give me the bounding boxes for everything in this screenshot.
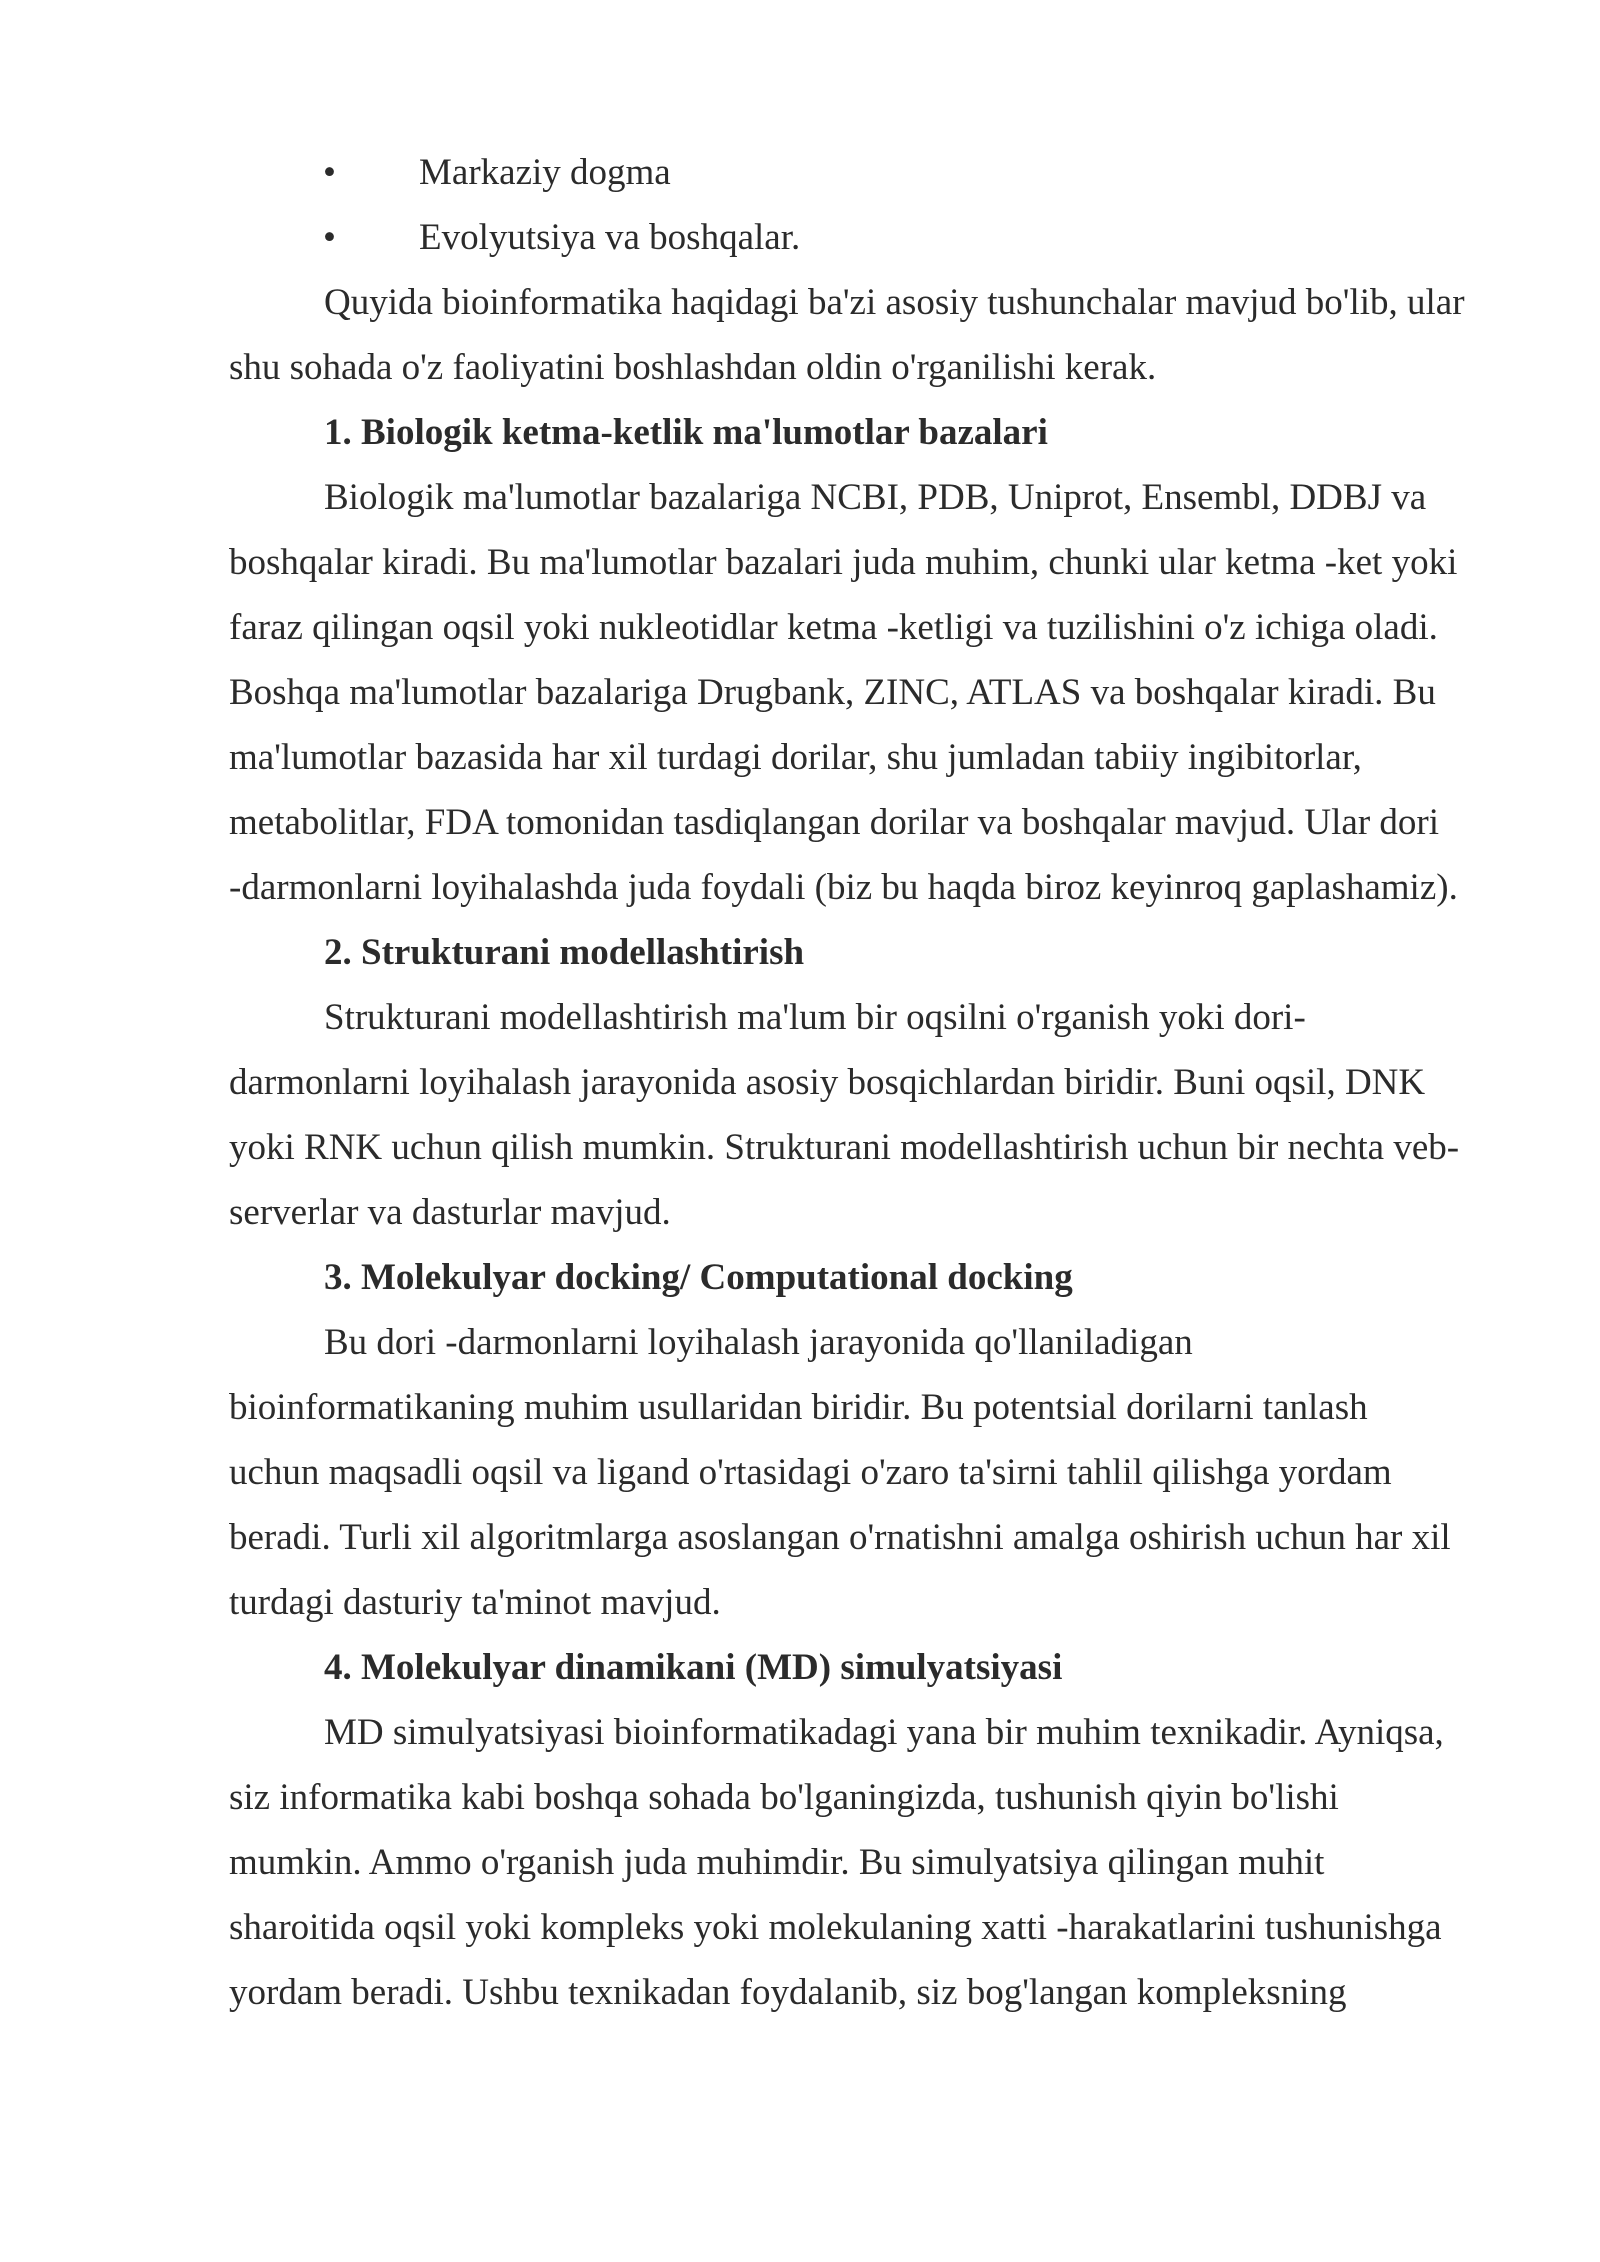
section-heading: 2. Strukturani modellashtirish [324, 932, 805, 973]
paragraph-line: ma'lumotlar bazasida har xil turdagi dorilar, shu jumladan tabiiy ingibitorlar, [229, 737, 1362, 778]
paragraph-line: yoki RNK uchun qilish mumkin. Strukturani modellashtirish uchun bir nechta veb- [229, 1127, 1460, 1168]
intro-line: Quyida bioinformatika haqidagi ba'zi asosiy tushunchalar mavjud bo'lib, ular [324, 282, 1465, 323]
bullet-item [229, 205, 1489, 270]
paragraph-line: boshqalar kiradi. Bu ma'lumotlar bazalari juda muhim, chunki ular ketma -ket yoki [229, 542, 1458, 583]
paragraph-line: bioinformatikaning muhim usullaridan biridir. Bu potentsial dorilarni tanlash [229, 1387, 1368, 1428]
paragraph-line: Bu dori -darmonlarni loyihalash jarayonida qo'llaniladigan [324, 1322, 1193, 1363]
section-heading: 1. Biologik ketma-ketlik ma'lumotlar bazalari [324, 412, 1048, 453]
section-heading: 4. Molekulyar dinamikani (MD) simulyatsiyasi [324, 1647, 1063, 1688]
bullet-text: Markaziy dogma [419, 152, 671, 193]
bullet-marker: • [323, 217, 336, 258]
paragraph-line: siz informatika kabi boshqa sohada bo'lganingizda, tushunish qiyin bo'lishi [229, 1777, 1339, 1818]
paragraph-line: Strukturani modellashtirish ma'lum bir oqsilni o'rganish yoki dori- [324, 997, 1306, 1038]
paragraph-line: Boshqa ma'lumotlar bazalariga Drugbank, ZINC, ATLAS va boshqalar kiradi. Bu [229, 672, 1436, 713]
intro-line: shu sohada o'z faoliyatini boshlashdan oldin o'rganilishi kerak. [229, 347, 1157, 388]
paragraph-line: faraz qilingan oqsil yoki nukleotidlar ketma -ketligi va tuzilishini o'z ichiga oladi. [229, 607, 1438, 648]
document-page [229, 140, 1489, 2025]
paragraph-line: turdagi dasturiy ta'minot mavjud. [229, 1582, 721, 1623]
paragraph-line: darmonlarni loyihalash jarayonida asosiy bosqichlardan biridir. Buni oqsil, DNK [229, 1062, 1426, 1103]
paragraph-line: metabolitlar, FDA tomonidan tasdiqlangan dorilar va boshqalar mavjud. Ular dori [229, 802, 1439, 843]
paragraph-line: sharoitida oqsil yoki kompleks yoki molekulaning xatti -harakatlarini tushunishga [229, 1907, 1442, 1948]
bullet-text: Evolyutsiya va boshqalar. [419, 217, 801, 258]
bullet-item [229, 140, 1489, 205]
bullet-marker: • [323, 152, 336, 193]
paragraph-line: mumkin. Ammo o'rganish juda muhimdir. Bu simulyatsiya qilingan muhit [229, 1842, 1325, 1883]
paragraph-line: serverlar va dasturlar mavjud. [229, 1192, 671, 1233]
paragraph-line: yordam beradi. Ushbu texnikadan foydalanib, siz bog'langan kompleksning [229, 1972, 1347, 2013]
paragraph-line: beradi. Turli xil algoritmlarga asoslangan o'rnatishni amalga oshirish uchun har xil [229, 1517, 1451, 1558]
paragraph-line: Biologik ma'lumotlar bazalariga NCBI, PDB, Uniprot, Ensembl, DDBJ va [324, 477, 1427, 518]
paragraph-line: MD simulyatsiyasi bioinformatikadagi yana bir muhim texnikadir. Ayniqsa, [324, 1712, 1444, 1753]
paragraph-line: uchun maqsadli oqsil va ligand o'rtasidagi o'zaro ta'sirni tahlil qilishga yordam [229, 1452, 1392, 1493]
section-heading: 3. Molekulyar docking/ Computational docking [324, 1257, 1073, 1298]
paragraph-line: -darmonlarni loyihalashda juda foydali (biz bu haqda biroz keyinroq gaplashamiz). [229, 867, 1458, 908]
